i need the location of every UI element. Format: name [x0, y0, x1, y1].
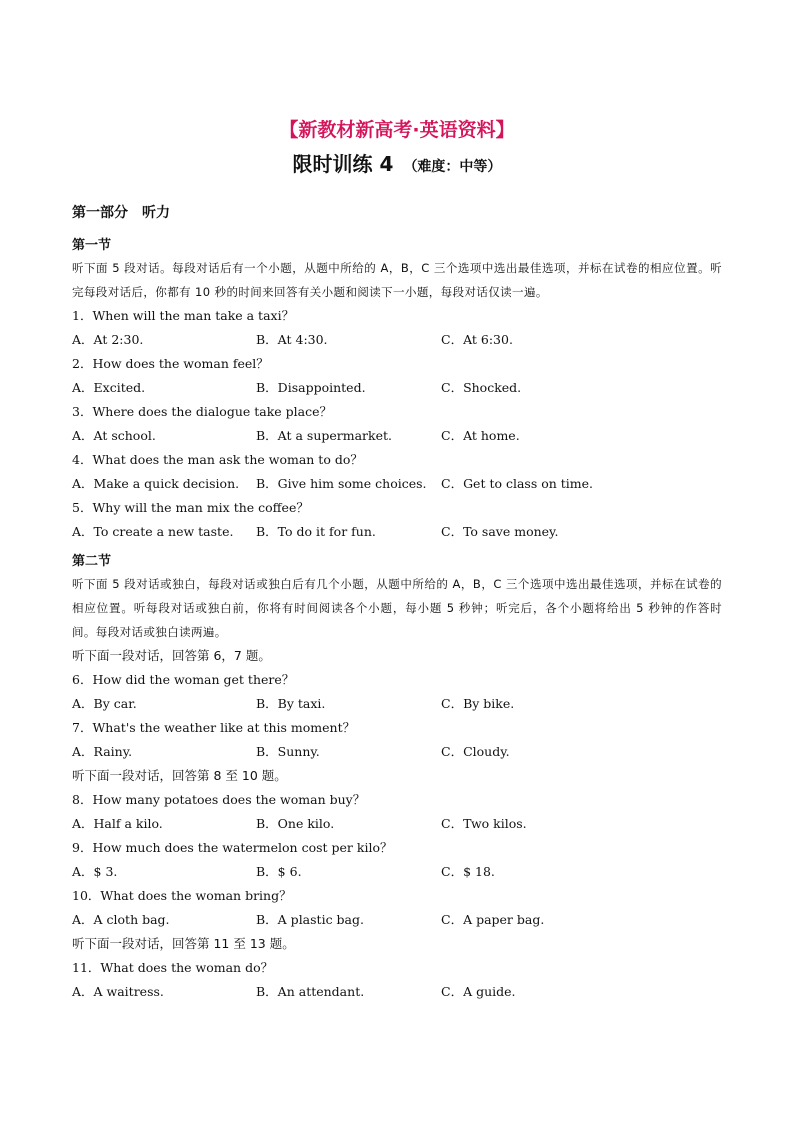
option-b: B．An attendant.	[256, 984, 365, 999]
series-banner: 【新教材新高考·英语资料】	[279, 119, 515, 141]
title-difficulty: （难度：中等）	[403, 159, 502, 175]
option-c: C．$ 18.	[441, 864, 495, 879]
section2-heading: 第二节	[72, 554, 112, 569]
dialogue-intro-8-10: 听下面一段对话，回答第 8 至 10 题。	[72, 768, 287, 783]
option-a: A．By car.	[72, 696, 137, 711]
question-6: 6．How did the woman get there？	[72, 672, 295, 687]
option-c: C．Two kilos.	[441, 816, 527, 831]
option-b: B．At a supermarket.	[256, 428, 393, 443]
title-main: 限时训练 4	[292, 152, 394, 176]
option-c: C．A paper bag.	[441, 912, 545, 927]
option-c: C．Get to class on time.	[441, 476, 594, 491]
part-label: 第一部分	[72, 205, 128, 221]
question-4: 4．What does the man ask the woman to do？	[72, 452, 363, 467]
question-6-options	[72, 692, 722, 716]
option-a: A．Rainy.	[72, 744, 133, 759]
question-11-options	[72, 980, 722, 1004]
question-8: 8．How many potatoes does the woman buy？	[72, 792, 366, 807]
question-5-options	[72, 520, 722, 544]
option-c: C．By bike.	[441, 696, 515, 711]
part-name: 听力	[142, 205, 170, 221]
question-7: 7．What's the weather like at this moment？	[72, 720, 356, 735]
option-b: B．By taxi.	[256, 696, 326, 711]
option-b: B．One kilo.	[256, 816, 335, 831]
question-11: 11．What does the woman do？	[72, 960, 274, 975]
option-a: A．At school.	[72, 428, 156, 443]
question-3-options	[72, 424, 722, 448]
question-2-options	[72, 376, 722, 400]
option-c: C．Cloudy.	[441, 744, 510, 759]
option-a: A．A waitress.	[72, 984, 164, 999]
question-1: 1．When will the man take a taxi？	[72, 308, 295, 323]
question-9-options	[72, 860, 722, 884]
option-c: C．At 6:30.	[441, 332, 513, 347]
option-a: A．To create a new taste.	[72, 524, 234, 539]
option-a: A．At 2:30.	[72, 332, 144, 347]
option-c: C．A guide.	[441, 984, 516, 999]
option-b: B．A plastic bag.	[256, 912, 364, 927]
question-7-options	[72, 740, 722, 764]
section1-instructions: 听下面 5 段对话。每段对话后有一个小题，从题中所给的 A，B，C 三个选项中选出最佳选项，并标在试卷的相应位置。听完每段对话后，你都有 10 秒的时间来回答有关小题和阅读下一小题，每段对话仅读一遍。	[72, 261, 722, 299]
option-a: A．Excited.	[72, 380, 146, 395]
option-a: A．$ 3.	[72, 864, 118, 879]
question-3: 3．Where does the dialogue take place？	[72, 404, 333, 419]
section1-heading: 第一节	[72, 238, 112, 253]
option-a: A．A cloth bag.	[72, 912, 170, 927]
option-b: B．Sunny.	[256, 744, 320, 759]
question-1-options	[72, 328, 722, 352]
section2-instructions: 听下面 5 段对话或独白，每段对话或独白后有几个小题，从题中所给的 A，B，C 三个选项中选出最佳选项，并标在试卷的相应位置。听每段对话或独白前，你将有时间阅读各个小题，每小题 5 秒钟；听完后，各个小题将给出 5 秒钟的作答时间。每段对话或独白读两遍。	[72, 577, 722, 639]
page-title	[0, 148, 794, 177]
exam-content	[72, 202, 722, 1004]
question-5: 5．Why will the man mix the coffee？	[72, 500, 309, 515]
option-b: B．To do it for fun.	[256, 524, 376, 539]
option-b: B．Give him some choices.	[256, 476, 427, 491]
option-b: B．At 4:30.	[256, 332, 328, 347]
option-c: C．At home.	[441, 428, 520, 443]
option-c: C．Shocked.	[441, 380, 522, 395]
question-4-options	[72, 472, 722, 496]
option-b: B．$ 6.	[256, 864, 302, 879]
option-a: A．Make a quick decision.	[72, 476, 240, 491]
option-c: C．To save money.	[441, 524, 559, 539]
dialogue-intro-11-13: 听下面一段对话，回答第 11 至 13 题。	[72, 936, 295, 951]
question-10: 10．What does the woman bring？	[72, 888, 292, 903]
dialogue-intro-6-7: 听下面一段对话，回答第 6，7 题。	[72, 648, 271, 663]
question-9: 9．How much does the watermelon cost per kilo？	[72, 840, 393, 855]
question-10-options	[72, 908, 722, 932]
question-8-options	[72, 812, 722, 836]
part-heading	[72, 202, 722, 222]
question-2: 2．How does the woman feel？	[72, 356, 269, 371]
option-b: B．Disappointed.	[256, 380, 366, 395]
option-a: A．Half a kilo.	[72, 816, 163, 831]
